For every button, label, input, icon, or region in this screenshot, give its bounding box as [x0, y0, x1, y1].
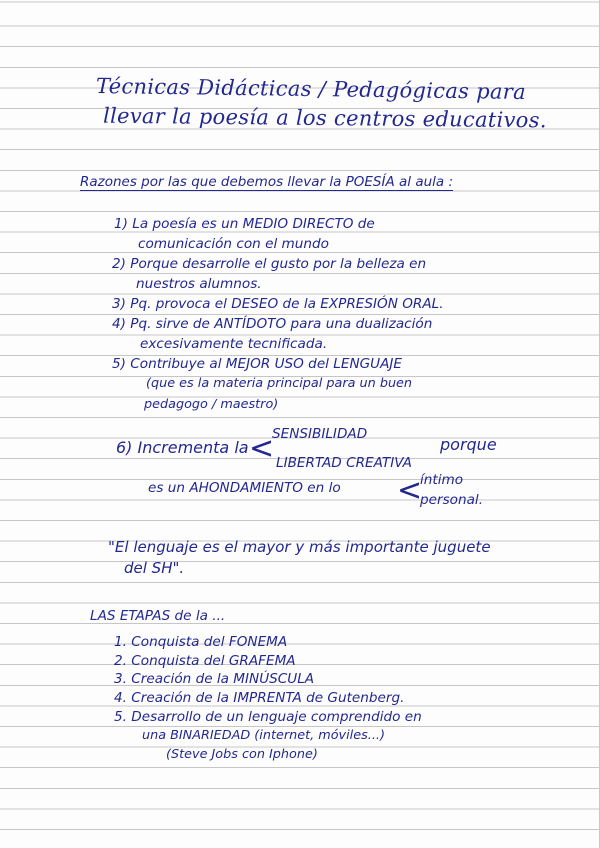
- title-line-2: llevar la poesía a los centros educativos.: [102, 103, 547, 133]
- option-intimo: íntimo: [420, 472, 464, 488]
- option-sensibilidad: SENSIBILIDAD: [272, 426, 368, 442]
- title-line-1: Técnicas Didácticas / Pedagógicas para: [95, 73, 527, 105]
- reason-item-2-cont: nuestros alumnos.: [136, 276, 262, 292]
- reason-item-6-lead: 6) Incrementa la: [116, 438, 249, 457]
- reason-item-4-cont: excesivamente tecnificada.: [140, 336, 328, 352]
- quote-line-1: "El lenguaje es el mayor y más importante juguete: [108, 538, 491, 556]
- quote-line-2: del SH".: [124, 559, 185, 577]
- stage-item-3: 3. Creación de la MINÚSCULA: [114, 671, 315, 687]
- reason-item-4: 4) Pq. sirve de ANTÍDOTO para una dualización: [112, 316, 433, 332]
- stage-item-4: 4. Creación de la IMPRENTA de Gutenberg.: [114, 690, 405, 706]
- reason-item-5-cont-2: pedagogo / maestro): [144, 397, 279, 412]
- stage-item-5-cont: una BINARIEDAD (internet, móviles...): [142, 728, 385, 743]
- reason-item-3: 3) Pq. provoca el DESEO de la EXPRESIÓN ORAL.: [112, 296, 444, 312]
- option-libertad-creativa: LIBERTAD CREATIVA: [276, 455, 412, 471]
- brace-2: <: [397, 473, 423, 508]
- porque-text: porque: [440, 435, 497, 454]
- reason-item-5: 5) Contribuye al MEJOR USO del LENGUAJE: [112, 356, 402, 372]
- brace-1: <: [249, 431, 275, 466]
- stage-item-5-cont-2: (Steve Jobs con Iphone): [166, 747, 318, 762]
- ahondamiento-line: es un AHONDAMIENTO en lo: [148, 480, 341, 496]
- option-personal: personal.: [420, 492, 484, 508]
- stage-item-1: 1. Conquista del FONEMA: [114, 634, 288, 650]
- stage-item-5: 5. Desarrollo de un lenguaje comprendido en: [114, 709, 422, 725]
- reason-item-2: 2) Porque desarrolle el gusto por la belleza en: [112, 256, 427, 272]
- stages-heading: LAS ETAPAS de la ...: [90, 608, 226, 624]
- reason-item-5-cont: (que es la materia principal para un buen: [146, 376, 413, 391]
- reasons-heading: Razones por las que debemos llevar la POESÍA al aula :: [80, 174, 454, 190]
- reason-item-1: 1) La poesía es un MEDIO DIRECTO de: [114, 216, 375, 232]
- stage-item-2: 2. Conquista del GRAFEMA: [114, 653, 296, 669]
- reason-item-1-cont: comunicación con el mundo: [138, 236, 329, 252]
